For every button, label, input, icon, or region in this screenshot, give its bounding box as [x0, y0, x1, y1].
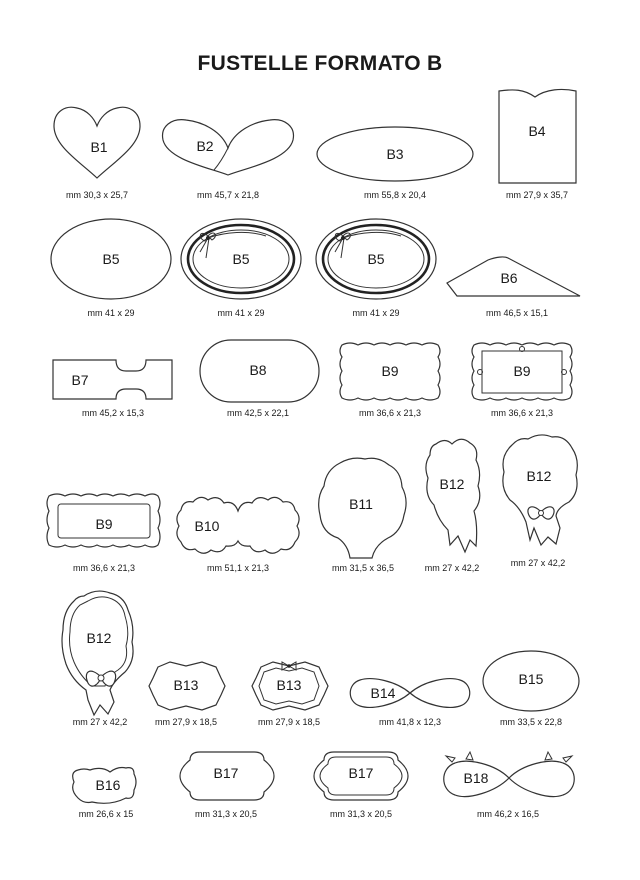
die-shape-b1 [54, 107, 140, 200]
die-code: B10 [194, 518, 220, 534]
die-dims: mm 27 x 42,2 [72, 717, 128, 727]
die-code: B12 [439, 476, 465, 492]
die-dims: mm 36,6 x 21,3 [358, 408, 422, 418]
die-dims: mm 33,5 x 22,8 [499, 717, 563, 727]
die-shape-b5-plain [51, 219, 171, 318]
die-code: B13 [173, 677, 199, 693]
die-dims: mm 55,8 x 20,4 [363, 190, 427, 200]
die-code: B3 [386, 146, 404, 162]
corner-ornament-icon [446, 752, 572, 762]
die-code: B6 [500, 270, 518, 286]
die-dims: mm 27,9 x 18,5 [257, 717, 321, 727]
die-code: B5 [102, 251, 120, 267]
die-shape-b3 [317, 127, 473, 200]
die-shape-b9-framed [47, 494, 160, 573]
die-code: B5 [367, 251, 385, 267]
die-code: B2 [196, 138, 214, 154]
die-dims: mm 45,2 x 15,3 [81, 408, 145, 418]
die-shape-b12-flag [425, 439, 480, 573]
die-code: B12 [526, 468, 552, 484]
die-dims: mm 31,5 x 36,5 [331, 563, 395, 573]
die-code: B13 [276, 677, 302, 693]
die-dims: mm 27,9 x 18,5 [154, 717, 218, 727]
die-dims: mm 45,7 x 21,8 [196, 190, 260, 200]
die-dims: mm 27 x 42,2 [510, 558, 566, 568]
die-code: B11 [349, 496, 373, 512]
die-shape-b8 [200, 340, 319, 418]
die-shape-b13-bow [252, 662, 328, 727]
die-shape-b10 [177, 497, 299, 573]
die-code: B5 [232, 251, 250, 267]
die-shape-b12-bow [503, 435, 577, 568]
die-shape-b14 [350, 679, 470, 727]
die-code: B8 [249, 362, 267, 378]
die-dims: mm 46,5 x 15,1 [485, 308, 549, 318]
die-dims: mm 51,1 x 21,3 [206, 563, 270, 573]
die-dims: mm 31,3 x 20,5 [194, 809, 258, 819]
die-code: B17 [213, 765, 239, 781]
die-dims: mm 27 x 42,2 [424, 563, 480, 573]
die-dims: mm 46,2 x 16,5 [476, 809, 540, 819]
die-dims: mm 42,5 x 22,1 [226, 408, 290, 418]
die-dims: mm 41,8 x 12,3 [378, 717, 442, 727]
die-shape-b9-wavy [340, 343, 440, 418]
die-shape-b6 [447, 257, 580, 318]
die-shape-b15 [483, 651, 579, 727]
die-shape-b13-plain [149, 662, 225, 727]
die-code: B7 [71, 372, 89, 388]
die-code: B9 [95, 516, 113, 532]
die-code: B18 [463, 770, 489, 786]
die-code: B4 [528, 123, 546, 139]
die-code: B15 [518, 671, 544, 687]
die-code: B16 [95, 777, 121, 793]
die-shape-b18 [444, 752, 575, 819]
die-code: B9 [513, 363, 531, 379]
die-shape-b11 [319, 458, 406, 573]
die-code: B12 [86, 630, 112, 646]
die-dims: mm 41 x 29 [352, 308, 400, 318]
die-shape-b12-large [62, 591, 133, 727]
die-shape-b2 [163, 120, 294, 200]
die-dims: mm 27,9 x 35,7 [505, 190, 569, 200]
die-dims: mm 30,3 x 25,7 [65, 190, 129, 200]
die-shape-b5-framed [181, 219, 301, 318]
die-code: B9 [381, 363, 399, 379]
die-dims: mm 36,6 x 21,3 [490, 408, 554, 418]
die-shape-b9-ornate [472, 343, 572, 418]
die-shape-b17-plain [180, 752, 274, 819]
die-shape-b4 [499, 89, 576, 200]
die-dims: mm 41 x 29 [217, 308, 265, 318]
die-shape-b7 [53, 360, 172, 418]
die-dims: mm 41 x 29 [87, 308, 135, 318]
die-shape-b16 [73, 768, 136, 820]
die-dims: mm 36,6 x 21,3 [72, 563, 136, 573]
die-code: B1 [90, 139, 108, 155]
die-dims: mm 31,3 x 20,5 [329, 809, 393, 819]
die-dims: mm 26,6 x 15 [78, 809, 134, 819]
die-shape-b5-framed [316, 219, 436, 318]
die-code: B14 [370, 685, 396, 701]
die-shape-b17-framed [314, 752, 408, 819]
page-title: FUSTELLE FORMATO B [197, 52, 443, 75]
die-code: B17 [348, 765, 374, 781]
